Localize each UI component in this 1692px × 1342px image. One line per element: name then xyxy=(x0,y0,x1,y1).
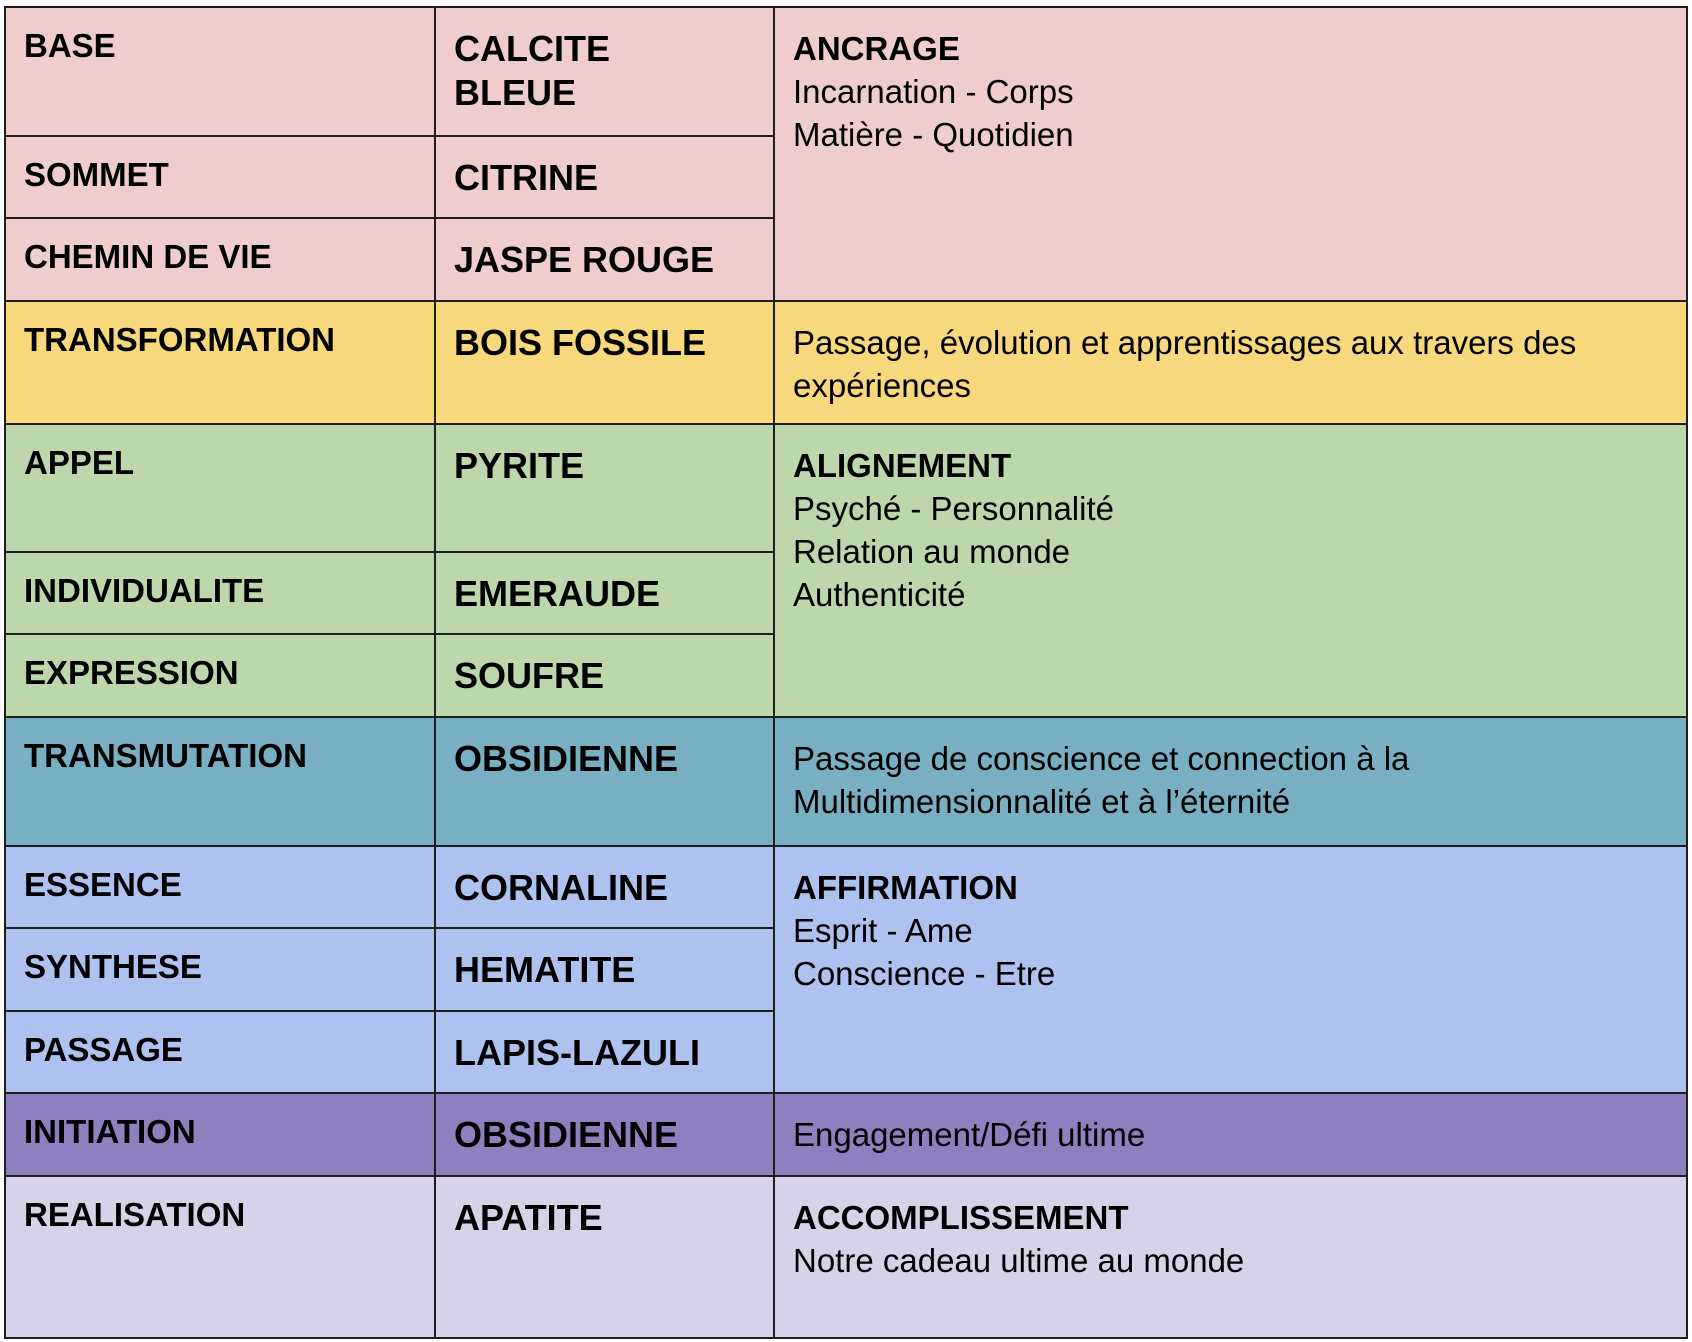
cell-stone-citrine: CITRINE xyxy=(435,136,774,218)
cell-description-transformation xyxy=(774,301,1687,424)
description-title-affirmation: AFFIRMATION xyxy=(793,869,1018,906)
description-line: Conscience - Etre xyxy=(793,955,1056,992)
cell-stone-pyrite: PYRITE xyxy=(435,424,774,552)
cell-description-ancrage xyxy=(774,7,1687,301)
table-row-appel xyxy=(5,424,1687,552)
cell-name-initiation: INITIATION xyxy=(5,1093,435,1176)
description-line: Notre cadeau ultime au monde xyxy=(793,1242,1245,1279)
table-row-essence xyxy=(5,846,1687,928)
cell-description-initiation xyxy=(774,1093,1687,1176)
cell-name-sommet: SOMMET xyxy=(5,136,435,218)
cell-stone-lapis-lazuli: LAPIS-LAZULI xyxy=(435,1011,774,1093)
description-line: Authenticité xyxy=(793,576,966,613)
table-row-initiation xyxy=(5,1093,1687,1176)
cell-name-appel: APPEL xyxy=(5,424,435,552)
description-line: Incarnation - Corps xyxy=(793,73,1074,110)
cell-name-transmutation: TRANSMUTATION xyxy=(5,717,435,846)
cell-description-affirmation xyxy=(774,846,1687,1093)
description-text: Passage, évolution et apprentissages aux travers des expériences xyxy=(793,324,1577,404)
cell-name-chemin-de-vie: CHEMIN DE VIE xyxy=(5,218,435,301)
description-text: Engagement/Défi ultime xyxy=(793,1116,1146,1153)
table-row-transmutation xyxy=(5,717,1687,846)
cell-stone-obsidienne: OBSIDIENNE xyxy=(435,717,774,846)
description-title-accomplissement: ACCOMPLISSEMENT xyxy=(793,1199,1129,1236)
cell-stone-jaspe-rouge: JASPE ROUGE xyxy=(435,218,774,301)
cell-name-passage: PASSAGE xyxy=(5,1011,435,1093)
cell-stone-bois-fossile: BOIS FOSSILE xyxy=(435,301,774,424)
cell-stone-apatite: APATITE xyxy=(435,1176,774,1338)
cell-stone-calcite-bleue: CALCITE BLEUE xyxy=(435,7,774,136)
description-text: Passage de conscience et connection à la Multidimensionnalité et à l’éternité xyxy=(793,740,1410,820)
table-row-transformation xyxy=(5,301,1687,424)
cell-name-synthese: SYNTHESE xyxy=(5,928,435,1011)
description-line: Psyché - Personnalité xyxy=(793,490,1114,527)
cell-description-accomplissement xyxy=(774,1176,1687,1338)
table-row-realisation xyxy=(5,1176,1687,1338)
cell-description-alignement xyxy=(774,424,1687,717)
cell-name-essence: ESSENCE xyxy=(5,846,435,928)
description-line: Esprit - Ame xyxy=(793,912,973,949)
description-line: Matière - Quotidien xyxy=(793,116,1074,153)
chakra-stone-table-container xyxy=(4,6,1686,1337)
cell-name-individualite: INDIVIDUALITE xyxy=(5,552,435,634)
chakra-stone-table xyxy=(4,6,1688,1339)
table-row-base xyxy=(5,7,1687,136)
description-title-alignement: ALIGNEMENT xyxy=(793,447,1012,484)
cell-stone-emeraude: EMERAUDE xyxy=(435,552,774,634)
cell-name-realisation: REALISATION xyxy=(5,1176,435,1338)
cell-stone-cornaline: CORNALINE xyxy=(435,846,774,928)
cell-stone-hematite: HEMATITE xyxy=(435,928,774,1011)
cell-name-expression: EXPRESSION xyxy=(5,634,435,717)
cell-stone-soufre: SOUFRE xyxy=(435,634,774,717)
description-line: Relation au monde xyxy=(793,533,1071,570)
cell-name-transformation: TRANSFORMATION xyxy=(5,301,435,424)
cell-name-base: BASE xyxy=(5,7,435,136)
description-title-ancrage: ANCRAGE xyxy=(793,30,960,67)
cell-stone-obsidienne: OBSIDIENNE xyxy=(435,1093,774,1176)
cell-description-transmutation xyxy=(774,717,1687,846)
